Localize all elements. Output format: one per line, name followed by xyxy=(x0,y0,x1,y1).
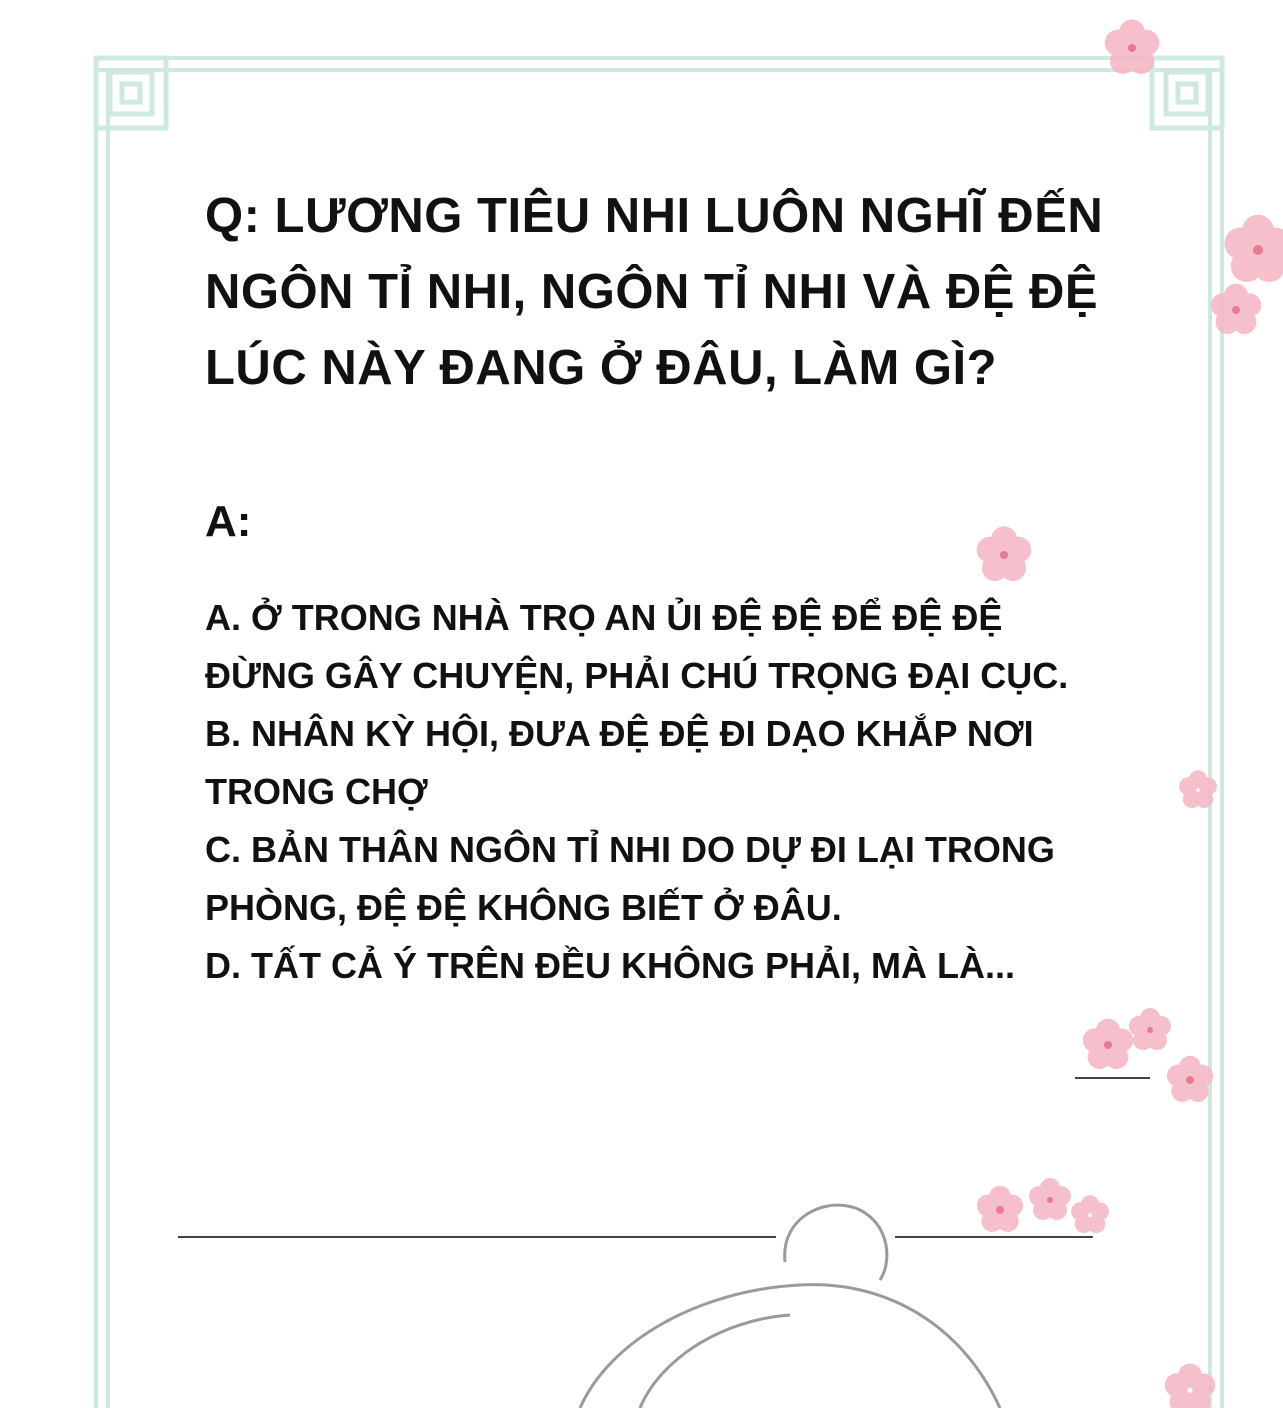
question-text xyxy=(205,178,1105,406)
option-line: A. Ở TRONG NHÀ TRỌ AN ỦI ĐỆ ĐỆ ĐỂ ĐỆ ĐỆ xyxy=(205,597,1003,638)
option-line: D. TẤT CẢ Ý TRÊN ĐỀU KHÔNG PHẢI, MÀ LÀ... xyxy=(205,945,1015,986)
divider-right xyxy=(895,1236,1093,1238)
answer-label: A: xyxy=(205,497,252,546)
option-line: B. NHÂN KỲ HỘI, ĐƯA ĐỆ ĐỆ ĐI DẠO KHẮP NƠI xyxy=(205,713,1034,754)
divider-left xyxy=(178,1236,776,1238)
question-line: LÚC NÀY ĐANG Ở ĐÂU, LÀM GÌ? xyxy=(205,341,998,395)
answer-options xyxy=(205,589,1125,995)
option-line: C. BẢN THÂN NGÔN TỈ NHI DO DỰ ĐI LẠI TRONG xyxy=(205,829,1055,870)
option-line: PHÒNG, ĐỆ ĐỆ KHÔNG BIẾT Ở ĐÂU. xyxy=(205,887,842,928)
question-line: Q: LƯƠNG TIÊU NHI LUÔN NGHĨ ĐẾN xyxy=(205,189,1104,243)
option-line: ĐỪNG GÂY CHUYỆN, PHẢI CHÚ TRỌNG ĐẠI CỤC. xyxy=(205,655,1069,696)
question-line: NGÔN TỈ NHI, NGÔN TỈ NHI VÀ ĐỆ ĐỆ xyxy=(205,265,1099,319)
option-line: TRONG CHỢ xyxy=(205,771,428,812)
